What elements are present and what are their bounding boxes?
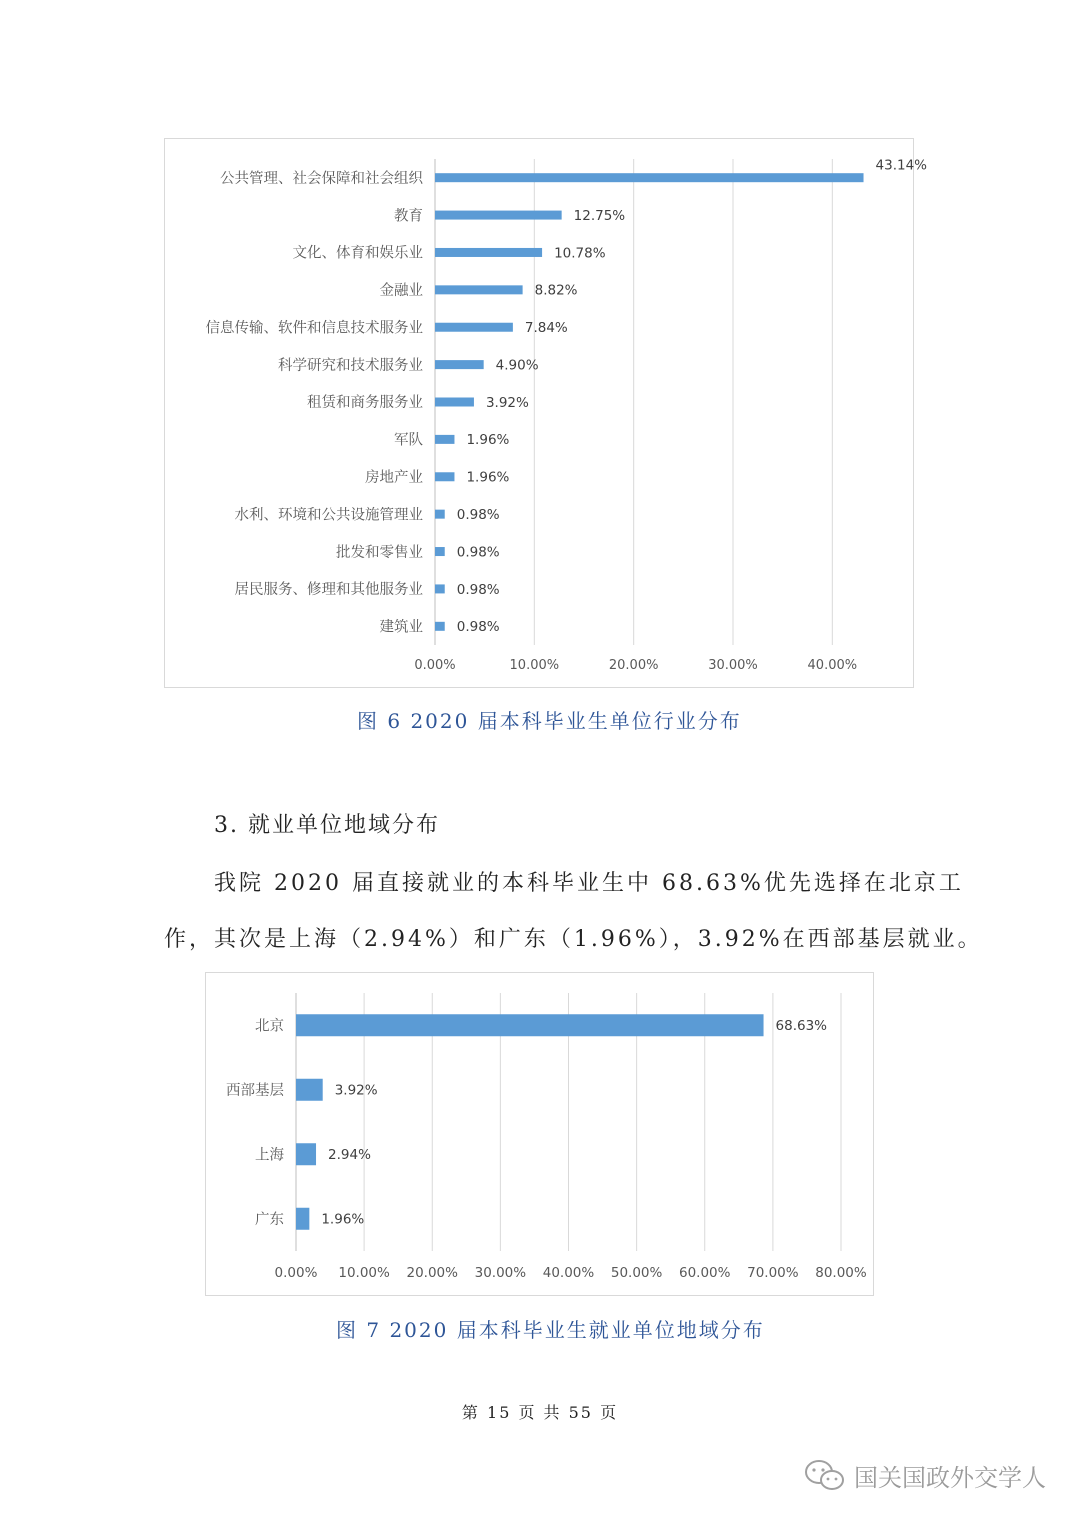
bar bbox=[435, 248, 542, 257]
category-label: 西部基层 bbox=[226, 1082, 284, 1099]
category-label: 文化、体育和娱乐业 bbox=[292, 245, 423, 262]
category-label: 房地产业 bbox=[365, 469, 423, 486]
figure-7-caption: 图 7 2020 届本科毕业生就业单位地域分布 bbox=[336, 1318, 765, 1342]
data-label: 0.98% bbox=[456, 544, 500, 561]
category-label: 科学研究和技术服务业 bbox=[278, 357, 423, 374]
category-label: 广东 bbox=[255, 1211, 284, 1228]
data-label: 0.98% bbox=[456, 581, 500, 598]
data-label: 0.98% bbox=[456, 507, 500, 524]
watermark-text: 国关国政外交学人 bbox=[854, 1464, 1046, 1492]
data-label: 43.14% bbox=[875, 157, 928, 174]
x-tick-label: 10.00% bbox=[509, 658, 560, 673]
category-label: 金融业 bbox=[379, 283, 423, 300]
x-tick-label: 40.00% bbox=[542, 1265, 595, 1281]
bar bbox=[435, 398, 474, 407]
bar bbox=[435, 510, 445, 519]
x-tick-label: 0.00% bbox=[414, 658, 456, 673]
bar bbox=[435, 173, 864, 182]
paragraph-line-2: 作，其次是上海（2.94%）和广东（1.96%），3.92%在西部基层就业。 bbox=[164, 927, 983, 952]
chart-region bbox=[206, 973, 875, 1297]
category-label: 公共管理、社会保障和社会组织 bbox=[220, 170, 423, 187]
x-tick-label: 30.00% bbox=[474, 1265, 527, 1281]
data-label: 1.96% bbox=[466, 469, 510, 486]
bar bbox=[296, 1014, 764, 1036]
page-footer: 第 15 页 共 55 页 bbox=[461, 1403, 619, 1422]
category-label: 居民服务、修理和其他服务业 bbox=[234, 582, 423, 599]
data-label: 3.92% bbox=[485, 394, 529, 411]
data-label: 2.94% bbox=[328, 1147, 371, 1164]
paragraph-line-1: 我院 2020 届直接就业的本科毕业生中 68.63%优先选择在北京工 bbox=[214, 871, 964, 896]
data-label: 1.96% bbox=[321, 1211, 365, 1228]
data-label: 12.75% bbox=[573, 207, 626, 224]
x-tick-label: 10.00% bbox=[338, 1265, 390, 1281]
data-label: 68.63% bbox=[775, 1018, 828, 1035]
category-label: 信息传输、软件和信息技术服务业 bbox=[205, 320, 423, 337]
category-label: 水利、环境和公共设施管理业 bbox=[234, 507, 423, 524]
x-tick-label: 20.00% bbox=[608, 658, 659, 673]
bar bbox=[435, 622, 445, 631]
category-label: 上海 bbox=[255, 1147, 284, 1164]
x-tick-label: 30.00% bbox=[708, 658, 758, 673]
bar bbox=[435, 584, 445, 593]
chart-region-box bbox=[205, 972, 874, 1296]
bar bbox=[435, 323, 513, 332]
category-label: 批发和零售业 bbox=[336, 544, 423, 561]
bar bbox=[435, 435, 454, 444]
category-label: 租赁和商务服务业 bbox=[307, 395, 423, 412]
category-label: 建筑业 bbox=[379, 619, 423, 636]
category-label: 北京 bbox=[255, 1018, 284, 1035]
bar bbox=[435, 211, 562, 220]
x-tick-label: 0.00% bbox=[274, 1265, 318, 1281]
data-label: 4.90% bbox=[495, 357, 539, 374]
x-tick-label: 40.00% bbox=[807, 658, 858, 673]
wechat-icon bbox=[804, 1459, 846, 1493]
data-label: 3.92% bbox=[334, 1082, 378, 1099]
bar bbox=[296, 1208, 309, 1230]
x-tick-label: 20.00% bbox=[406, 1265, 458, 1281]
x-tick-label: 80.00% bbox=[815, 1265, 867, 1281]
bar bbox=[296, 1079, 323, 1101]
x-tick-label: 70.00% bbox=[747, 1265, 799, 1281]
watermark bbox=[804, 1458, 1046, 1493]
data-label: 7.84% bbox=[524, 320, 568, 337]
x-tick-label: 50.00% bbox=[610, 1265, 663, 1281]
category-label: 教育 bbox=[394, 208, 423, 225]
bar bbox=[435, 360, 484, 369]
data-label: 0.98% bbox=[456, 619, 500, 636]
data-label: 8.82% bbox=[534, 282, 578, 299]
bar bbox=[435, 472, 454, 481]
category-label: 军队 bbox=[394, 432, 423, 449]
data-label: 1.96% bbox=[466, 432, 510, 449]
section-heading: 3. 就业单位地域分布 bbox=[214, 813, 440, 838]
chart-industry bbox=[165, 139, 928, 689]
chart-industry-box bbox=[164, 138, 928, 688]
bar bbox=[296, 1143, 316, 1165]
x-tick-label: 60.00% bbox=[679, 1265, 731, 1281]
bar bbox=[435, 547, 445, 556]
data-label: 10.78% bbox=[554, 245, 606, 262]
bar bbox=[435, 285, 523, 294]
figure-6-caption: 图 6 2020 届本科毕业生单位行业分布 bbox=[357, 709, 742, 733]
